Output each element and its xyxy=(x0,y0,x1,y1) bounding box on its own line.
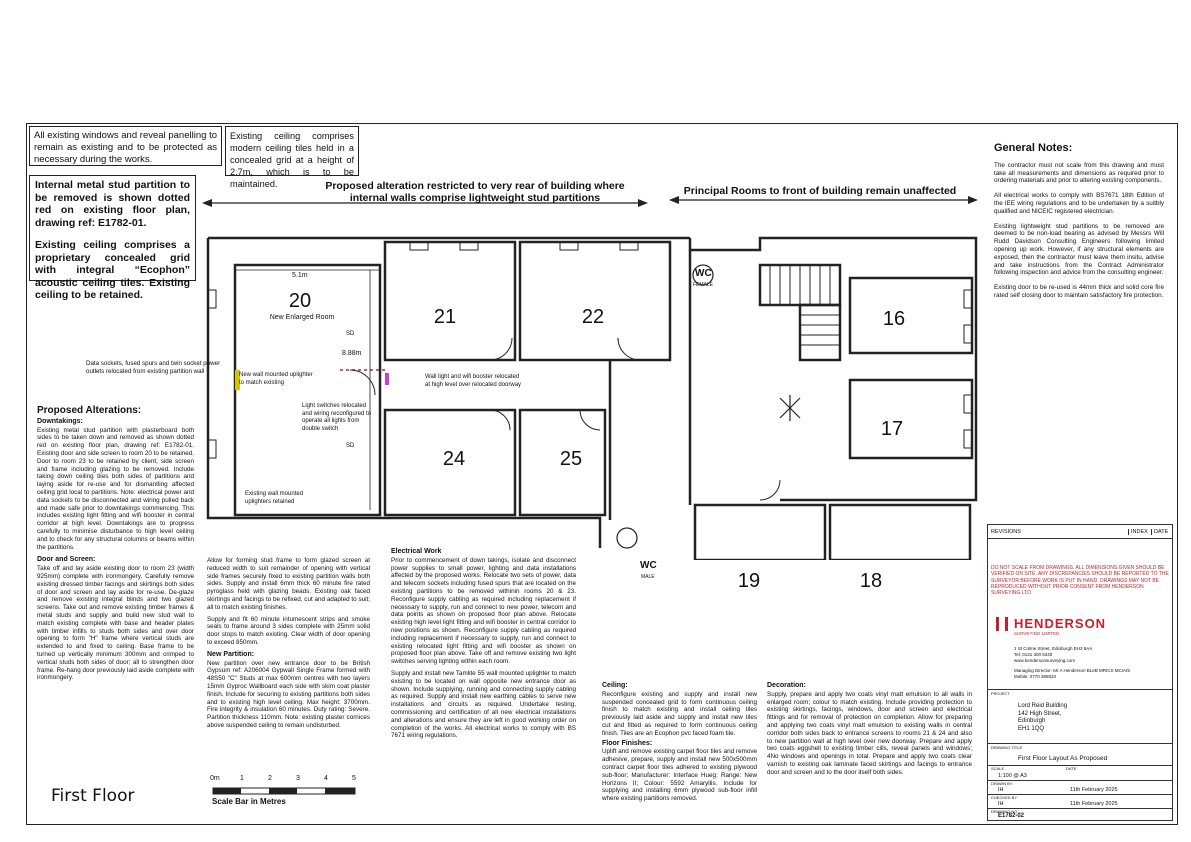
project-line-2: 142 High Street, xyxy=(1018,710,1062,717)
project-line-1: Lord Reid Building xyxy=(1018,703,1068,709)
drawing-no-label: DRAWING NO xyxy=(991,809,1018,814)
project-line-4: EH1 1QQ xyxy=(1018,725,1045,732)
ceiling-text: Reconfigure existing and supply and install new suspended concealed grid to form continuous ceiling finish to match existing and install ceiling tiles previously laid aside and supply and install new tiles cut and fitted as required to form continuous ceiling finish. Tiles are an Ecophon pvc faced foam tile. xyxy=(602,690,757,737)
note-ceiling-top: Existing ceiling comprises modern ceiling tiles held in a concealed grid at a height of 2.7m, which is to be maintained. xyxy=(225,126,359,176)
scale-label: SCALE xyxy=(991,766,1005,771)
general-notes xyxy=(994,142,1164,307)
scale-tick-1: 1 xyxy=(240,775,244,782)
scale-tick-3: 3 xyxy=(296,775,300,782)
index-label: INDEX xyxy=(1128,529,1148,535)
scale-tick-2: 2 xyxy=(268,775,272,782)
general-notes-title: General Notes: xyxy=(994,142,1073,154)
checked-date: 11th February 2025 xyxy=(1070,801,1118,807)
callout-data-sockets: Data sockets, fused spurs and twin socket power outlets relocated from existing partition wall xyxy=(86,360,221,375)
electrical-text-2: Supply and install new Tamlite 55 wall mounted uplighter to match existing to be located on wall opposite new entrance door as shown. Include supplying, running and connecting supply cabling as required. Supply and install new earthing cables to serve new installations and circuits as required. Undertake testing, commissioning and certification of all new electrical installations and alterations and ensure they are left in good working order on completion of the works. All electrical works to comply with BS 7671 wiring regulations. xyxy=(391,669,576,740)
company-web: www.hendersonsurveying.com xyxy=(1014,658,1076,663)
downtakings-text: Existing metal stud partition with plasterboard both sides to be taken down and removed as shown dotted red on existing floor plan, drawing ref: E1782-01. Existing door and side screen to room 20 to be retained. Door to room 23 to be retained by client, side screen and frame including glazing to be removed. Include taking down ceiling tiles both sides of partitions and laying aside for re-use and for dismantling affected ceiling grid local to partitions. Note: electrical power and data sockets to be disconnected and wiring pulled back and made safe prior to downtakings commencing. This includes existing light fitting and wifi booster in central corridor at high level. Downtakings are to progress carefully to minimise disturbance to high level ceiling and to check for any structural columns or beams within the partitions. xyxy=(37,426,194,551)
room-24-label: 24 xyxy=(442,448,466,470)
project-label: PROJECT xyxy=(991,691,1010,696)
proposed-title: Proposed Alterations: xyxy=(37,405,142,416)
ceiling-title: Ceiling: xyxy=(602,682,628,689)
dim-depth: 8.88m xyxy=(342,350,362,357)
project-line-3: Edinburgh xyxy=(1018,718,1046,724)
floor-label: First Floor xyxy=(51,786,135,806)
title-block xyxy=(987,524,1173,821)
sd-mark-2: SD xyxy=(346,443,355,449)
title-divider-3 xyxy=(988,765,1172,766)
floor-plan xyxy=(200,230,980,560)
drawing-title-label: DRAWING TITLE xyxy=(991,745,1023,750)
sd-mark-1: SD xyxy=(346,331,355,337)
ceiling-floor-notes xyxy=(602,680,757,805)
note-windows: All existing windows and reveal panelling to remain as existing and to be protected as necessary during the works. xyxy=(29,126,222,166)
checked-label: CHECKED BY xyxy=(991,795,1018,800)
company-tel: Tel: 0131 300 6340 xyxy=(1014,652,1053,657)
wc-male-sub: MALE xyxy=(641,574,655,580)
callout-wifi-booster: Wall light and wifi booster relocated at high level over relocated doorway xyxy=(425,374,522,388)
downtakings-title: Downtakings: xyxy=(37,417,83,425)
revisions-label: REVISIONS xyxy=(991,529,1021,535)
project-address xyxy=(1018,703,1067,733)
heading-rear-alteration: Proposed alteration restricted to very rear of building where internal walls comprise lightweight stud partitions xyxy=(325,180,625,204)
electrical-title: Electrical Work xyxy=(391,548,442,555)
glazed-screen-text: Allow for forming stud frame to form glazed screen at reduced width to suit remainder of opening with vertical side frames securely fixed to existing partition walls both sides. Supply and install 6mm thick 60 minute fire rated pyroglass held with glazing beads. Existing oak faced skirtings and facings to be refixed, cut and adapted to suit; all to match existing finishes. xyxy=(207,557,370,611)
decoration-title: Decoration: xyxy=(767,682,806,689)
room-20-subtitle: New Enlarged Room xyxy=(269,314,335,321)
room-19-label: 19 xyxy=(737,570,761,592)
scale-tick-4: 4 xyxy=(324,775,328,782)
callout-new-uplighter: New wall mounted uplighter to match existing xyxy=(239,372,313,386)
floor-finishes-title: Floor Finishes: xyxy=(602,739,653,747)
room-22-label: 22 xyxy=(581,306,605,328)
title-divider-4 xyxy=(988,780,1172,781)
date-label: DATE xyxy=(1066,766,1077,771)
wc-male-label: WC xyxy=(640,560,657,571)
general-note-3: Existing lightweight stud partitions to be removed are deemed to be non-load bearing as advised by Messrs Will Rudd Davidson Consulting Engineers following limited opening up work. However, if any structural elements are exposed, then the contractor must leave them insitu, advise and take instructions from the Contract Administrator following inspection and advice from the consulting engineer. xyxy=(994,222,1164,277)
scale-tick-0: 0m xyxy=(210,775,220,782)
door-screen-text: Take off and lay aside existing door to room 23 (width 925mm) complete with ironmongery. Carefully remove existing dressed timber facings and skirtings both sides of door and screen and lay aside for re-use. De-glaze and remove existing integral blinds and two glazed screens. Take out and remove existing timber frames & metal studs and supply and build new stud wall to match existing complete with base and header plates with timber infills to studs both sides and over door opening to form "H" frame where vertical studs are extended to and fixed to ceiling. Base frame to be turned up vertically minimum 300mm and crimped to vertical studs both sides of door; all to strengthen door frame. Re-hang door previously laid aside complete with ironmongery. xyxy=(37,565,194,682)
decoration-text: Supply, prepare and apply two coats vinyl matt emulsion to all walls in enlarged room; colour to match existing. Include providing protection to existing skirtings, facings, windows, door and screen and electrical fittings and for removal of protection on completion. Allow for preparing and applying two coats vinyl matt emulsion to existing walls in central corridor both sides back to entrance screens to rooms 21 & 24 and also to new partition wall at high level over new doorway. Prepare and apply two coats eggshell to existing timber cills, reveal panels and windows; 4No windows and openings in total. Prepare and apply two coats clear varnish to existing oak laminate faced skirtings and facings to entrance door and screen and to the door itself both sides. xyxy=(767,690,972,776)
wc-female-label: WC xyxy=(695,268,712,279)
date-col-label: DATE xyxy=(1151,529,1168,535)
drawn-by: IH xyxy=(998,787,1004,793)
drawn-date: 11th February 2025 xyxy=(1070,787,1118,793)
note-ceiling-grid: Existing ceiling comprises a proprietary concealed grid with integral “Ecophon” acoustic ceiling tiles. Existing ceiling to be retained. xyxy=(35,239,190,301)
company-director: Managing Director: Mr A Henderson BLeB MRICS MCIArb xyxy=(1014,668,1131,673)
scale-value: 1:100 @ A3 xyxy=(998,773,1027,779)
decoration-notes xyxy=(767,680,972,779)
company-sub: SURVEYING LIMITED xyxy=(1014,631,1060,636)
note-partition: Internal metal stud partition to be removed is shown dotted red on existing floor plan, drawing ref: E1782-01. xyxy=(35,179,190,229)
new-partition-text: New partition over new entrance door to be British Gypsum ref: A206004 Gypwall Single Frame formed with 48S50 "C" Studs at max 600mm centres with two layers 15mm Gyproc Wallboard each side with skim coat plaster finish. Include for securing to existing partitions both sides and to existing high level ceiling. Max height: 3700mm. Fire integrity & insulation 60 minutes. Duty rating: Severe. Partition thickness 110mm. Note: existing plaster cornices above suspended ceiling to remain undisturbed. xyxy=(207,659,370,729)
drawing-title: First Floor Layout As Proposed xyxy=(1018,755,1108,762)
glazed-screen-notes xyxy=(207,557,370,732)
scale-bar xyxy=(212,786,358,796)
revisions-header xyxy=(988,525,1172,539)
company-contact xyxy=(1014,646,1164,680)
general-note-1: The contractor must not scale from this drawing and must take all measurements and dimensions as required prior to ordering materials and prior to altering existing components. xyxy=(994,161,1164,185)
disclaimer-text: DO NOT SCALE FROM DRAWINGS. ALL DIMENSIONS GIVEN SHOULD BE VERIFIED ON SITE. ANY DISCREPANCIES SHOULD BE REPORTED TO THE SURVEYOR BEFORE WORK IS PUT IN HAND. DRAWINGS MAY NOT BE REPRODUCED WITHOUT PRIOR CONSENT FROM HENDERSON SURVEYING LTD. xyxy=(991,565,1169,597)
title-divider-2 xyxy=(988,743,1172,744)
title-divider-1 xyxy=(988,689,1172,690)
electrical-text: Prior to commencement of down takings, isolate and disconnect power supplies to small power, lighting and data installations affected by the proposed works. Relocate two sets of power, data and telecom sockets including fused spurs that are located on the existing partitions to be removed withinin rooms 20 & 23. Reconfigure supply cabling as required including replacement if necessary to supply, run and connect to new power, telecom and data points as shown on proposed floor plan above. Relocate existing high level light fitting and wifi booster in central corridor to new positions as shown. Reconfigure supply cabling as required including replacement if necessary to supply, run and connect to existing relocated light fitting and wifi booster as shown on proposed floor plan above. Take off and remove existing two light switches serving lighting within each room. xyxy=(391,556,576,666)
intumescent-text: Supply and fit 60 minute intumescent strips and smoke seals to frame around 3 sides complete with 25mm solid door stops to match existing. Clear width of door opening to exceed 850mm. xyxy=(207,615,370,646)
room-17-label: 17 xyxy=(880,418,904,440)
electrical-notes xyxy=(391,546,576,742)
callout-existing-uplighters: Existing wall mounted uplighters retained xyxy=(245,491,304,505)
heading-front-rooms: Principal Rooms to front of building remain unaffected xyxy=(683,185,957,197)
company-mobile: Mobile: 0770 388633 xyxy=(1014,674,1057,679)
room-21-label: 21 xyxy=(433,306,457,328)
scale-tick-5: 5 xyxy=(352,775,356,782)
room-20-label: 20 xyxy=(288,290,312,312)
room-16-label: 16 xyxy=(882,308,906,330)
company-address: 1 St Colme Street, Edinburgh EH3 6AA xyxy=(1014,646,1093,651)
floor-finishes-text: Uplift and remove existing carpet floor tiles and remove adhesive, prepare, supply and install new 500x500mm contract carpet floor tiles adhered to existing plywood sub-floor; Manufacturer: Interface Hueg: Range: New Horizons II; Colour: 5592 Amaryllis. Include for supplying and installing 6mm plywood sub-floor infill where existing partitions removed. xyxy=(602,748,757,803)
callout-light-switches: Light switches relocated and wiring reconfigured to operate all lights from double switch xyxy=(302,403,372,432)
scale-bar-ticks xyxy=(210,775,360,784)
proposed-alterations xyxy=(37,407,194,684)
checked-by: IH xyxy=(998,801,1004,807)
company-logo xyxy=(996,617,1010,631)
heading-arrows xyxy=(200,195,980,211)
drawn-label: DRAWN BY xyxy=(991,781,1013,786)
room-25-label: 25 xyxy=(559,448,583,470)
company-name: HENDERSON xyxy=(1014,616,1107,631)
note-partition-and-ceiling xyxy=(29,175,196,301)
drawing-number: E1782-02 xyxy=(998,813,1025,819)
door-screen-title: Door and Screen: xyxy=(37,556,96,564)
scale-bar-title: Scale Bar in Metres xyxy=(212,797,286,806)
general-note-4: Existing door to be re-used is 44mm thick and solid core fire rated self closing door to maintain satisfactory fire protection. xyxy=(994,284,1164,299)
wc-female-sub: FEMALE xyxy=(693,282,714,288)
general-note-2: All electrical works to comply with BS7671 18th Edition of the IEE wiring regulations and to be undertaken by a suitbly qualified and NICEIC registered electrician. xyxy=(994,192,1164,215)
new-partition-title: New Partition: xyxy=(207,650,255,658)
room-18-label: 18 xyxy=(859,570,883,592)
dim-width: 5.1m xyxy=(292,272,308,279)
